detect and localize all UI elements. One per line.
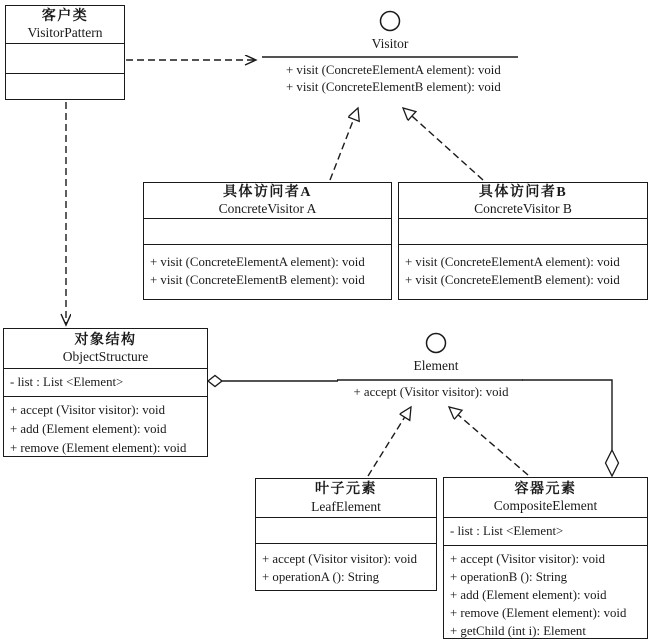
- realization-arrow-concretevisitora-to-visitor: [330, 108, 358, 180]
- realization-arrow-compositeelement-to-element: [449, 407, 528, 475]
- attributes-compartment-empty: [6, 44, 124, 74]
- method-line: + accept (Visitor visitor): void: [262, 552, 417, 566]
- aggregation-diamond-compositeelement: [606, 450, 619, 476]
- method-line: + accept (Visitor visitor): void: [10, 403, 165, 417]
- method-line: + add (Element element): void: [450, 588, 607, 602]
- realization-arrow-concretevisitorb-to-visitor: [403, 108, 483, 180]
- class-box-visitorpattern: [5, 5, 125, 100]
- class-name-cn: 对象结构: [74, 332, 137, 348]
- class-name-en: CompositeElement: [493, 498, 598, 514]
- method-line: + remove (Element element): void: [10, 441, 187, 455]
- class-box-objectstructure: [3, 328, 208, 457]
- methods-compartment: [399, 245, 647, 299]
- class-name-en: ConcreteVisitor A: [218, 201, 317, 217]
- visitor-method: + visit (ConcreteElementA element): void: [286, 63, 501, 77]
- methods-compartment: [444, 546, 647, 641]
- interface-name-visitor: Visitor: [371, 36, 409, 51]
- method-line: + operationB (): String: [450, 570, 568, 584]
- method-line: + visit (ConcreteElementA element): void: [150, 255, 365, 269]
- class-title-compositeelement: [444, 478, 647, 518]
- methods-compartment: [256, 544, 436, 590]
- method-line: + remove (Element element): void: [450, 606, 627, 620]
- attributes-compartment: [444, 518, 647, 546]
- visitor-method: + visit (ConcreteElementB element): void: [286, 80, 501, 94]
- element-interface-circle-icon: [427, 334, 446, 353]
- attributes-compartment-empty: [399, 219, 647, 245]
- class-name-en: ObjectStructure: [62, 349, 149, 365]
- aggregation-line-compositeelement-element: [522, 380, 612, 450]
- method-line: + visit (ConcreteElementA element): void: [405, 255, 620, 269]
- interface-name-element: Element: [413, 358, 459, 373]
- method-line: + accept (Visitor visitor): void: [450, 552, 605, 566]
- attributes-compartment-empty: [256, 518, 436, 544]
- class-title-objectstructure: [4, 329, 207, 369]
- methods-compartment-empty: [6, 74, 124, 99]
- attribute-line: - list : List <Element>: [10, 375, 124, 389]
- class-title-concretevisitor-a: [144, 183, 391, 219]
- class-box-leafelement: [255, 478, 437, 591]
- class-name-cn: 具体访问者B: [478, 184, 568, 200]
- methods-compartment: [4, 397, 207, 460]
- class-name-en: VisitorPattern: [27, 25, 103, 41]
- method-line: + operationA (): String: [262, 570, 380, 584]
- class-box-concretevisitor-a: [143, 182, 392, 300]
- class-name-en: LeafElement: [311, 498, 381, 514]
- method-line: + visit (ConcreteElementB element): void: [150, 273, 365, 287]
- class-name-cn: 具体访问者A: [222, 184, 313, 200]
- class-title-visitorpattern: [6, 6, 124, 44]
- class-name-cn: 容器元素: [514, 481, 577, 497]
- method-line: + getChild (int i): Element: [450, 624, 586, 638]
- class-name-cn: 客户类: [41, 8, 89, 24]
- method-line: + visit (ConcreteElementB element): void: [405, 273, 620, 287]
- realization-arrow-leafelement-to-element: [368, 407, 411, 476]
- attributes-compartment: [4, 369, 207, 397]
- class-name-en: ConcreteVisitor B: [474, 201, 572, 217]
- class-title-leafelement: [256, 479, 436, 518]
- visitor-interface-circle-icon: [381, 12, 400, 31]
- class-title-concretevisitor-b: [399, 183, 647, 219]
- aggregation-diamond-objectstructure: [208, 376, 222, 387]
- methods-compartment: [144, 245, 391, 299]
- class-name-cn: 叶子元素: [315, 482, 377, 498]
- element-method: + accept (Visitor visitor): void: [353, 385, 509, 399]
- attributes-compartment-empty: [144, 219, 391, 245]
- method-line: + add (Element element): void: [10, 422, 167, 436]
- class-box-concretevisitor-b: [398, 182, 648, 300]
- attribute-line: - list : List <Element>: [450, 524, 564, 538]
- class-box-compositeelement: [443, 477, 648, 639]
